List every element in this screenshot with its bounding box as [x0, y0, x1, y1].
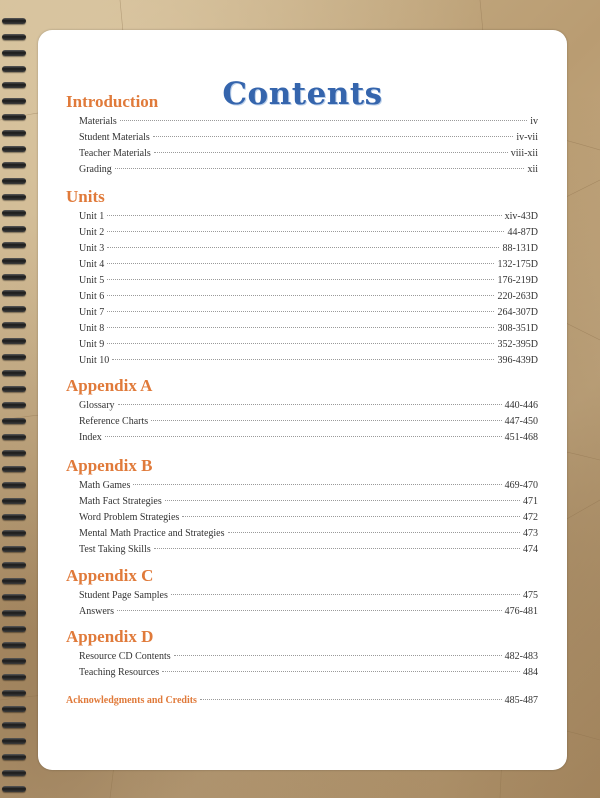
- spiral-coil: [2, 514, 26, 520]
- toc-entry-label: Grading: [79, 164, 112, 175]
- toc-entry-label: Unit 2: [79, 227, 105, 238]
- spiral-coil: [2, 482, 26, 488]
- spiral-coil: [2, 594, 26, 600]
- section-heading: Appendix B: [66, 456, 153, 475]
- spiral-coil: [2, 706, 26, 712]
- toc-entry[interactable]: [79, 416, 538, 430]
- spiral-coil: [2, 530, 26, 536]
- toc-entry-pages: 88-131D: [502, 243, 538, 254]
- spiral-coil: [2, 258, 26, 264]
- dot-leader: [171, 594, 520, 595]
- toc-entry-label: Test Taking Skills: [79, 544, 151, 555]
- spiral-coil: [2, 562, 26, 568]
- spiral-coil: [2, 386, 26, 392]
- toc-entry-label: Student Page Samples: [79, 590, 168, 601]
- dot-leader: [107, 215, 501, 216]
- spiral-binding: [2, 0, 30, 798]
- spiral-coil: [2, 658, 26, 664]
- spiral-coil: [2, 114, 26, 120]
- spiral-coil: [2, 690, 26, 696]
- dot-leader: [107, 311, 494, 312]
- toc-entry-label: Unit 8: [79, 323, 105, 334]
- dot-leader: [153, 136, 514, 137]
- toc-entry[interactable]: [79, 259, 538, 273]
- dot-leader: [117, 610, 502, 611]
- toc-entry-label: Unit 1: [79, 211, 105, 222]
- dot-leader: [107, 327, 494, 328]
- dot-leader: [133, 484, 501, 485]
- toc-entry[interactable]: [79, 116, 538, 130]
- toc-entry[interactable]: [79, 544, 538, 558]
- spiral-coil: [2, 98, 26, 104]
- dot-leader: [107, 231, 504, 232]
- spiral-coil: [2, 370, 26, 376]
- toc-entry[interactable]: [79, 590, 538, 604]
- toc-entry[interactable]: [79, 667, 538, 681]
- toc-entry-pages: viii-xii: [510, 148, 538, 159]
- toc-entry[interactable]: [79, 227, 538, 241]
- toc-entry[interactable]: [79, 432, 538, 446]
- spiral-coil: [2, 194, 26, 200]
- dot-leader: [115, 168, 525, 169]
- toc-entry-label: Resource CD Contents: [79, 651, 171, 662]
- toc-entry-pages: 451-468: [504, 432, 538, 443]
- toc-entry[interactable]: [79, 148, 538, 162]
- toc-entry[interactable]: [79, 606, 538, 620]
- toc-entry-pages: 471: [523, 496, 538, 507]
- section-heading: Units: [66, 187, 105, 206]
- dot-leader: [107, 295, 494, 296]
- section-heading: Appendix A: [66, 376, 153, 395]
- toc-entry-label: Math Fact Strategies: [79, 496, 162, 507]
- spiral-coil: [2, 242, 26, 248]
- dot-leader: [118, 404, 502, 405]
- toc-entry-pages: 132-175D: [497, 259, 538, 270]
- dot-leader: [165, 500, 520, 501]
- toc-entry[interactable]: [79, 512, 538, 526]
- spiral-coil: [2, 674, 26, 680]
- dot-leader: [151, 420, 502, 421]
- spiral-coil: [2, 418, 26, 424]
- toc-entry-label: Math Games: [79, 480, 131, 491]
- spiral-coil: [2, 82, 26, 88]
- spiral-coil: [2, 466, 26, 472]
- toc-entry[interactable]: [79, 400, 538, 414]
- dot-leader: [162, 671, 520, 672]
- section-heading: Appendix C: [66, 566, 154, 585]
- toc-entry-pages: 485-487: [504, 695, 538, 706]
- dot-leader: [174, 655, 502, 656]
- toc-entry-pages: 484: [523, 667, 538, 678]
- spiral-coil: [2, 338, 26, 344]
- toc-entry-label: Acknowledgments and Credits: [66, 695, 197, 706]
- toc-entry-label: Unit 10: [79, 355, 110, 366]
- toc-entry-label: Word Problem Strategies: [79, 512, 180, 523]
- spiral-coil: [2, 274, 26, 280]
- toc-entry-pages: 176-219D: [497, 275, 538, 286]
- spiral-coil: [2, 578, 26, 584]
- toc-entry[interactable]: [79, 275, 538, 289]
- spiral-coil: [2, 626, 26, 632]
- toc-entry-label: Answers: [79, 606, 114, 617]
- spiral-coil: [2, 402, 26, 408]
- dot-leader: [107, 247, 499, 248]
- toc-entry-label: Student Materials: [79, 132, 150, 143]
- spiral-coil: [2, 66, 26, 72]
- toc-entry[interactable]: [79, 323, 538, 337]
- spiral-coil: [2, 450, 26, 456]
- toc-entry-label: Glossary: [79, 400, 115, 411]
- toc-entry-pages: 308-351D: [497, 323, 538, 334]
- spiral-coil: [2, 642, 26, 648]
- spiral-coil: [2, 770, 26, 776]
- spiral-coil: [2, 498, 26, 504]
- dot-leader: [112, 359, 494, 360]
- spiral-coil: [2, 162, 26, 168]
- toc-entry-label: Teacher Materials: [79, 148, 151, 159]
- toc-entry-pages: 220-263D: [497, 291, 538, 302]
- toc-entry-pages: 472: [523, 512, 538, 523]
- dot-leader: [105, 436, 502, 437]
- toc-entry[interactable]: [79, 355, 538, 369]
- toc-entry[interactable]: [79, 211, 538, 225]
- toc-entry-pages: 44-87D: [507, 227, 538, 238]
- dot-leader: [154, 548, 520, 549]
- toc-entry[interactable]: [79, 651, 538, 665]
- dot-leader: [228, 532, 520, 533]
- dot-leader: [200, 699, 502, 700]
- spiral-coil: [2, 130, 26, 136]
- toc-entry[interactable]: [79, 528, 538, 542]
- section-heading: Appendix D: [66, 627, 154, 646]
- toc-entry[interactable]: [79, 291, 538, 305]
- toc-entry[interactable]: [66, 695, 538, 709]
- toc-entry-pages: 475: [523, 590, 538, 601]
- toc-entry[interactable]: [79, 243, 538, 257]
- dot-leader: [107, 279, 494, 280]
- spiral-coil: [2, 178, 26, 184]
- spiral-coil: [2, 146, 26, 152]
- spiral-coil: [2, 434, 26, 440]
- page-title: Contents: [222, 76, 383, 112]
- spiral-coil: [2, 290, 26, 296]
- spiral-coil: [2, 322, 26, 328]
- spiral-coil: [2, 210, 26, 216]
- spiral-coil: [2, 34, 26, 40]
- dot-leader: [120, 120, 527, 121]
- toc-entry-pages: 447-450: [504, 416, 538, 427]
- toc-entry[interactable]: [79, 339, 538, 353]
- contents-page: [38, 30, 567, 770]
- toc-entry[interactable]: [79, 307, 538, 321]
- toc-entry-label: Materials: [79, 116, 117, 127]
- dot-leader: [107, 263, 494, 264]
- toc-entry-label: Unit 4: [79, 259, 105, 270]
- spiral-coil: [2, 18, 26, 24]
- dot-leader: [154, 152, 508, 153]
- spiral-coil: [2, 306, 26, 312]
- dot-leader: [107, 343, 494, 344]
- toc-entry-pages: 473: [523, 528, 538, 539]
- toc-entry[interactable]: [79, 132, 538, 146]
- spiral-coil: [2, 738, 26, 744]
- dot-leader: [182, 516, 520, 517]
- toc-entry[interactable]: [79, 496, 538, 510]
- toc-entry-pages: xiv-43D: [504, 211, 538, 222]
- toc-entry-pages: iv-vii: [516, 132, 538, 143]
- toc-entry-pages: xii: [527, 164, 538, 175]
- toc-entry-label: Unit 3: [79, 243, 105, 254]
- toc-entry[interactable]: [79, 480, 538, 494]
- toc-entry-pages: iv: [530, 116, 538, 127]
- toc-entry-label: Teaching Resources: [79, 667, 160, 678]
- spiral-coil: [2, 546, 26, 552]
- toc-entry-label: Unit 9: [79, 339, 105, 350]
- spiral-coil: [2, 226, 26, 232]
- spiral-coil: [2, 786, 26, 792]
- toc-entry-label: Reference Charts: [79, 416, 149, 427]
- toc-entry-pages: 352-395D: [497, 339, 538, 350]
- toc-entry-label: Unit 7: [79, 307, 105, 318]
- toc-entry-label: Unit 5: [79, 275, 105, 286]
- spiral-coil: [2, 50, 26, 56]
- spiral-coil: [2, 722, 26, 728]
- toc-entry-label: Index: [79, 432, 102, 443]
- toc-entry-pages: 264-307D: [497, 307, 538, 318]
- toc-entry[interactable]: [79, 164, 538, 178]
- toc-entry-pages: 396-439D: [497, 355, 538, 366]
- spiral-coil: [2, 610, 26, 616]
- toc-entry-pages: 440-446: [504, 400, 538, 411]
- toc-entry-label: Unit 6: [79, 291, 105, 302]
- spiral-coil: [2, 754, 26, 760]
- toc-entry-pages: 476-481: [504, 606, 538, 617]
- spiral-coil: [2, 354, 26, 360]
- toc-entry-label: Mental Math Practice and Strategies: [79, 528, 225, 539]
- toc-entry-pages: 469-470: [504, 480, 538, 491]
- toc-entry-pages: 474: [523, 544, 538, 555]
- toc-entry-pages: 482-483: [504, 651, 538, 662]
- section-heading: Introduction: [66, 92, 159, 111]
